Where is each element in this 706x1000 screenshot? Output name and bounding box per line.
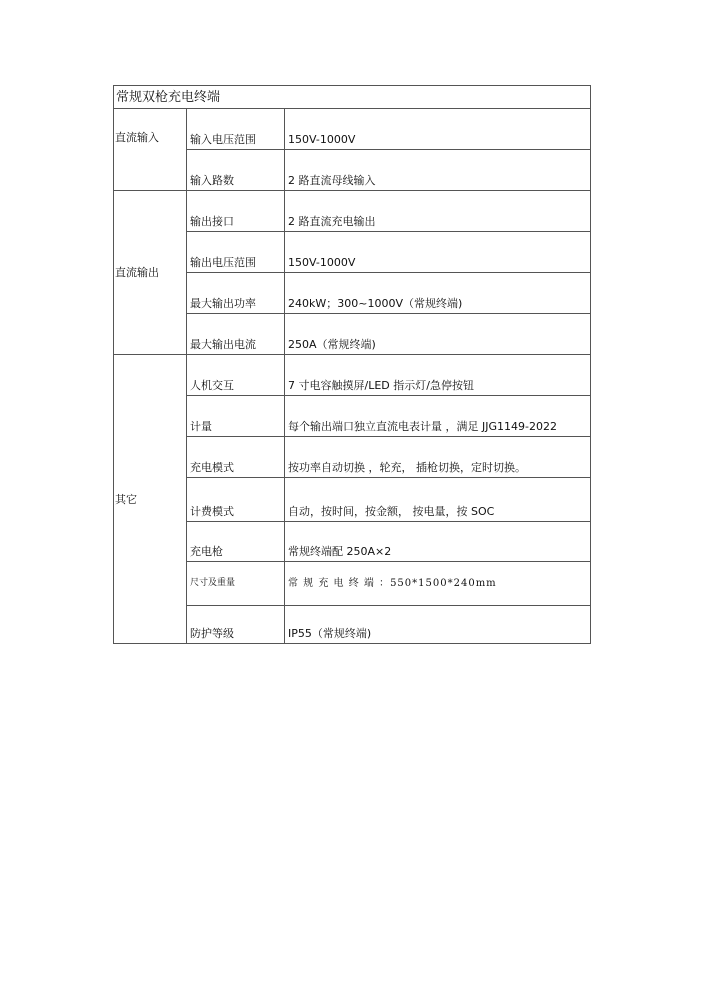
spec-label: 输出接口 [187, 191, 285, 232]
spec-value: 150V-1000V [285, 109, 591, 150]
spec-value: 150V-1000V [285, 232, 591, 273]
spec-label: 输入路数 [187, 150, 285, 191]
spec-value: 2 路直流充电输出 [285, 191, 591, 232]
spec-value: 自动，按时间，按金额， 按电量，按 SOC [285, 478, 591, 522]
spec-label: 尺寸及重量 [187, 562, 285, 606]
spec-label: 计费模式 [187, 478, 285, 522]
table-row [114, 191, 591, 232]
section-label-other: 其它 [114, 355, 187, 644]
spec-table [113, 85, 591, 644]
table-row [114, 355, 591, 396]
spec-label: 最大输出电流 [187, 314, 285, 355]
spec-value: IP55（常规终端) [285, 606, 591, 644]
spec-value: 每个输出端口独立直流电表计量 ，满足 JJG1149-2022 [285, 396, 591, 437]
spec-value: 按功率自动切换 ，轮充， 插枪切换，定时切换。 [285, 437, 591, 478]
spec-label: 输出电压范围 [187, 232, 285, 273]
spec-label: 人机交互 [187, 355, 285, 396]
spec-label: 充电模式 [187, 437, 285, 478]
spec-label: 输入电压范围 [187, 109, 285, 150]
spec-label: 防护等级 [187, 606, 285, 644]
section-label-dc-output: 直流输出 [114, 191, 187, 355]
section-label-dc-input: 直流输入 [114, 109, 187, 191]
spec-label: 计量 [187, 396, 285, 437]
spec-value: 240kW；300~1000V（常规终端) [285, 273, 591, 314]
spec-value: 7 寸电容触摸屏/LED 指示灯/急停按钮 [285, 355, 591, 396]
spec-value: 常规终端配 250A×2 [285, 522, 591, 562]
spec-label: 最大输出功率 [187, 273, 285, 314]
spec-value: 常 规 充 电 终 端 ：550*1500*240mm [285, 562, 591, 606]
spec-label: 充电枪 [187, 522, 285, 562]
spec-value: 250A（常规终端) [285, 314, 591, 355]
table-title: 常规双枪充电终端 [114, 86, 591, 109]
table-row [114, 109, 591, 150]
table-title-row [114, 86, 591, 109]
spec-value: 2 路直流母线输入 [285, 150, 591, 191]
